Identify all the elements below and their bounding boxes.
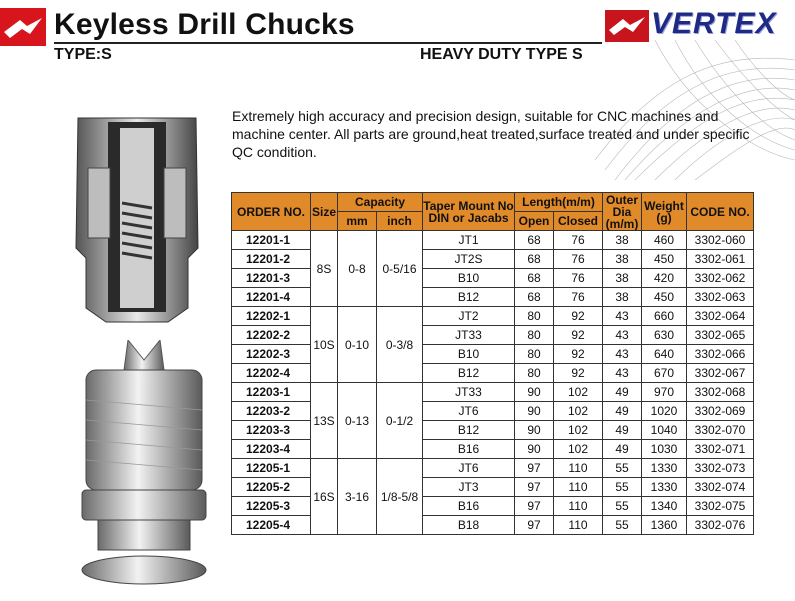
table-row (232, 250, 754, 269)
taper-cell: B12 (423, 288, 515, 307)
length-open-cell: 68 (515, 250, 554, 269)
length-open-cell: 97 (515, 459, 554, 478)
weight-cell: 630 (642, 326, 687, 345)
outer-dia-cell: 43 (603, 326, 642, 345)
outer-dia-cell: 49 (603, 440, 642, 459)
taper-cell: B16 (423, 497, 515, 516)
code-no-cell: 3302-070 (687, 421, 754, 440)
vertex-logo-icon (605, 10, 649, 42)
table-row (232, 402, 754, 421)
header-open: Open (515, 212, 554, 231)
length-closed-cell: 110 (554, 478, 603, 497)
length-closed-cell: 76 (554, 269, 603, 288)
spec-table (231, 192, 754, 535)
length-open-cell: 90 (515, 402, 554, 421)
code-no-cell: 3302-075 (687, 497, 754, 516)
table-row (232, 440, 754, 459)
length-closed-cell: 92 (554, 326, 603, 345)
length-open-cell: 97 (515, 478, 554, 497)
outer-dia-cell: 55 (603, 459, 642, 478)
table-row (232, 478, 754, 497)
outer-dia-cell: 55 (603, 478, 642, 497)
order-no-cell: 12203-2 (232, 402, 311, 421)
length-closed-cell: 110 (554, 459, 603, 478)
outer-dia-cell: 38 (603, 269, 642, 288)
order-no-cell: 12202-1 (232, 307, 311, 326)
order-no-cell: 12201-4 (232, 288, 311, 307)
length-open-cell: 68 (515, 269, 554, 288)
weight-cell: 1330 (642, 478, 687, 497)
weight-cell: 1360 (642, 516, 687, 535)
weight-cell: 670 (642, 364, 687, 383)
table-row (232, 516, 754, 535)
weight-cell: 640 (642, 345, 687, 364)
outer-dia-cell: 49 (603, 383, 642, 402)
size-cell: 8S (311, 231, 338, 307)
header-capacity: Capacity (338, 193, 423, 212)
header-order-no: ORDER NO. (232, 193, 311, 231)
length-open-cell: 80 (515, 345, 554, 364)
type-label: TYPE:S (54, 46, 112, 63)
length-open-cell: 90 (515, 440, 554, 459)
weight-cell: 450 (642, 250, 687, 269)
header-code-no: CODE NO. (687, 193, 754, 231)
code-no-cell: 3302-064 (687, 307, 754, 326)
taper-cell: JT33 (423, 326, 515, 345)
outer-dia-cell: 43 (603, 345, 642, 364)
outer-dia-cell: 43 (603, 364, 642, 383)
length-closed-cell: 110 (554, 516, 603, 535)
code-no-cell: 3302-067 (687, 364, 754, 383)
code-no-cell: 3302-073 (687, 459, 754, 478)
weight-cell: 970 (642, 383, 687, 402)
product-description: Extremely high accuracy and precision design, suitable for CNC machines and machine center. All parts are ground,heat treated,surface treated and under specific QC condition. (232, 108, 750, 160)
size-cell: 10S (311, 307, 338, 383)
taper-cell: B18 (423, 516, 515, 535)
taper-cell: B10 (423, 345, 515, 364)
code-no-cell: 3302-068 (687, 383, 754, 402)
order-no-cell: 12202-2 (232, 326, 311, 345)
weight-cell: 460 (642, 231, 687, 250)
taper-cell: B12 (423, 364, 515, 383)
order-no-cell: 12205-3 (232, 497, 311, 516)
size-cell: 13S (311, 383, 338, 459)
length-closed-cell: 92 (554, 307, 603, 326)
length-open-cell: 68 (515, 231, 554, 250)
length-closed-cell: 92 (554, 345, 603, 364)
length-open-cell: 80 (515, 307, 554, 326)
taper-cell: JT1 (423, 231, 515, 250)
chuck-cutaway-image (68, 108, 206, 326)
subtitle: HEAVY DUTY TYPE S (420, 46, 583, 63)
length-open-cell: 90 (515, 383, 554, 402)
outer-dia-cell: 55 (603, 516, 642, 535)
weight-cell: 450 (642, 288, 687, 307)
header-inch: inch (377, 212, 423, 231)
order-no-cell: 12203-1 (232, 383, 311, 402)
length-closed-cell: 102 (554, 421, 603, 440)
length-open-cell: 97 (515, 516, 554, 535)
header-outer-dia: Outer Dia (m/m) (603, 193, 642, 231)
weight-cell: 1020 (642, 402, 687, 421)
length-closed-cell: 110 (554, 497, 603, 516)
taper-cell: JT3 (423, 478, 515, 497)
outer-dia-cell: 38 (603, 250, 642, 269)
length-closed-cell: 76 (554, 250, 603, 269)
length-open-cell: 90 (515, 421, 554, 440)
table-row (232, 326, 754, 345)
table-row (232, 345, 754, 364)
page-title: Keyless Drill Chucks (54, 8, 355, 41)
order-no-cell: 12201-2 (232, 250, 311, 269)
table-row (232, 307, 754, 326)
header-weight: Weight (g) (642, 193, 687, 231)
taper-cell: JT2 (423, 307, 515, 326)
table-row (232, 459, 754, 478)
length-closed-cell: 76 (554, 288, 603, 307)
code-no-cell: 3302-071 (687, 440, 754, 459)
taper-cell: JT2S (423, 250, 515, 269)
table-row (232, 269, 754, 288)
table-row (232, 421, 754, 440)
code-no-cell: 3302-060 (687, 231, 754, 250)
chuck-photo-image (78, 340, 210, 595)
weight-cell: 1030 (642, 440, 687, 459)
weight-cell: 1330 (642, 459, 687, 478)
order-no-cell: 12205-1 (232, 459, 311, 478)
weight-cell: 1340 (642, 497, 687, 516)
length-closed-cell: 76 (554, 231, 603, 250)
header-mm: mm (338, 212, 377, 231)
outer-dia-cell: 49 (603, 402, 642, 421)
length-closed-cell: 102 (554, 440, 603, 459)
code-no-cell: 3302-062 (687, 269, 754, 288)
capacity-inch-cell: 1/8-5/8 (377, 459, 423, 535)
taper-cell: B10 (423, 269, 515, 288)
taper-cell: JT6 (423, 459, 515, 478)
header-closed: Closed (554, 212, 603, 231)
outer-dia-cell: 43 (603, 307, 642, 326)
order-no-cell: 12205-4 (232, 516, 311, 535)
order-no-cell: 12201-3 (232, 269, 311, 288)
length-closed-cell: 92 (554, 364, 603, 383)
title-divider (54, 42, 602, 44)
weight-cell: 660 (642, 307, 687, 326)
brand-mark-icon (0, 8, 46, 46)
outer-dia-cell: 49 (603, 421, 642, 440)
order-no-cell: 12201-1 (232, 231, 311, 250)
spec-table-body (232, 231, 754, 535)
capacity-mm-cell: 0-13 (338, 383, 377, 459)
capacity-mm-cell: 3-16 (338, 459, 377, 535)
taper-cell: B16 (423, 440, 515, 459)
length-open-cell: 80 (515, 326, 554, 345)
code-no-cell: 3302-065 (687, 326, 754, 345)
capacity-mm-cell: 0-8 (338, 231, 377, 307)
order-no-cell: 12203-3 (232, 421, 311, 440)
code-no-cell: 3302-076 (687, 516, 754, 535)
table-row (232, 497, 754, 516)
table-row (232, 364, 754, 383)
order-no-cell: 12205-2 (232, 478, 311, 497)
header-size: Size (311, 193, 338, 231)
capacity-inch-cell: 0-1/2 (377, 383, 423, 459)
code-no-cell: 3302-061 (687, 250, 754, 269)
code-no-cell: 3302-069 (687, 402, 754, 421)
size-cell: 16S (311, 459, 338, 535)
weight-cell: 420 (642, 269, 687, 288)
table-row (232, 288, 754, 307)
length-open-cell: 97 (515, 497, 554, 516)
vertex-logo (605, 7, 791, 42)
capacity-inch-cell: 0-3/8 (377, 307, 423, 383)
length-open-cell: 68 (515, 288, 554, 307)
length-open-cell: 80 (515, 364, 554, 383)
taper-cell: JT33 (423, 383, 515, 402)
code-no-cell: 3302-063 (687, 288, 754, 307)
outer-dia-cell: 38 (603, 231, 642, 250)
capacity-mm-cell: 0-10 (338, 307, 377, 383)
order-no-cell: 12202-4 (232, 364, 311, 383)
table-row (232, 231, 754, 250)
code-no-cell: 3302-066 (687, 345, 754, 364)
code-no-cell: 3302-074 (687, 478, 754, 497)
taper-cell: B12 (423, 421, 515, 440)
length-closed-cell: 102 (554, 383, 603, 402)
outer-dia-cell: 38 (603, 288, 642, 307)
order-no-cell: 12202-3 (232, 345, 311, 364)
vertex-logo-text: VERTEX (651, 7, 777, 40)
length-closed-cell: 102 (554, 402, 603, 421)
header-length: Length(m/m) (515, 193, 603, 212)
table-row (232, 383, 754, 402)
order-no-cell: 12203-4 (232, 440, 311, 459)
capacity-inch-cell: 0-5/16 (377, 231, 423, 307)
taper-cell: JT6 (423, 402, 515, 421)
weight-cell: 1040 (642, 421, 687, 440)
outer-dia-cell: 55 (603, 497, 642, 516)
header-taper-mount: Taper Mount No DIN or Jacabs (423, 193, 515, 231)
